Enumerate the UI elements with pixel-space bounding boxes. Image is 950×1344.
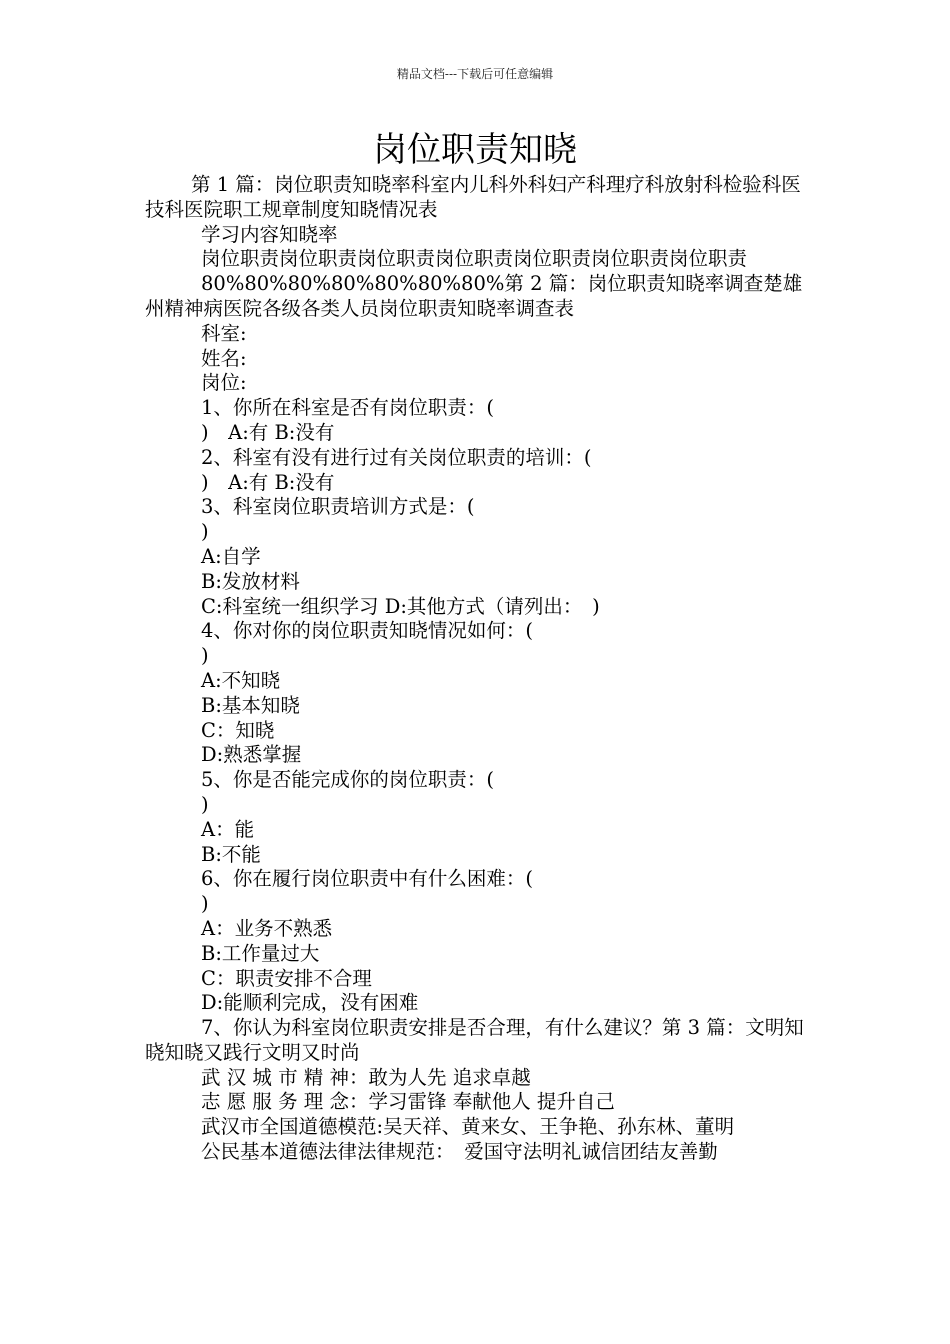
- body-paragraph: A:不知晓: [201, 668, 281, 692]
- body-paragraph: D:能顺利完成，没有困难: [201, 991, 419, 1015]
- body-paragraph: 学习内容知晓率: [201, 222, 338, 246]
- body-paragraph: 6、你在履行岗位职责中有什么困难：(: [201, 867, 534, 891]
- body-paragraph: 4、你对你的岗位职责知晓情况如何：(: [201, 619, 534, 643]
- body-paragraph: D:熟悉掌握: [201, 743, 302, 767]
- body-paragraph: C：知晓: [201, 718, 275, 742]
- body-paragraph: A：业务不熟悉: [201, 916, 333, 940]
- body-paragraph: A:自学: [201, 544, 261, 568]
- document-title: 岗位职责知晓: [373, 130, 577, 170]
- body-paragraph: 武 汉 城 市 精 神：敢为人先 追求卓越: [201, 1065, 531, 1089]
- body-paragraph: 武汉市全国道德模范:吴天祥、黄来女、王争艳、孙东林、董明: [201, 1115, 735, 1139]
- body-paragraph: 5、你是否能完成你的岗位职责：(: [201, 768, 495, 792]
- body-paragraph: ): [201, 520, 209, 544]
- body-paragraph: B:工作量过大: [201, 941, 320, 965]
- body-paragraph: 志 愿 服 务 理 念：学习雷锋 奉献他人 提升自己: [201, 1090, 615, 1114]
- document-body: [145, 173, 810, 1165]
- body-paragraph: A：能: [201, 817, 255, 841]
- body-paragraph: 公民基本道德法律法律规范： 爱国守法明礼诚信团结友善勤: [201, 1140, 718, 1164]
- body-paragraph: 岗位职责岗位职责岗位职责岗位职责岗位职责岗位职责岗位职责: [201, 247, 748, 271]
- body-paragraph: 岗位:: [201, 371, 247, 395]
- body-paragraph: 80%80%80%80%80%80%80%第 2 篇：岗位职责知晓率调查楚雄州精神病医院各级各类人员岗位职责知晓率调查表: [145, 272, 803, 320]
- body-paragraph: 科室:: [201, 321, 247, 345]
- body-paragraph: ): [201, 792, 209, 816]
- body-paragraph: 姓名:: [201, 346, 247, 370]
- body-paragraph: ) A:有 B:没有: [201, 470, 335, 494]
- body-paragraph: ) A:有 B:没有: [201, 420, 335, 444]
- body-paragraph: 1、你所在科室是否有岗位职责：(: [201, 396, 495, 420]
- body-paragraph: 第 1 篇：岗位职责知晓率科室内儿科外科妇产科理疗科放射科检验科医技科医院职工规章制度知晓情况表: [145, 173, 801, 221]
- body-paragraph: C:科室统一组织学习 D:其他方式（请列出： ): [201, 594, 600, 618]
- body-paragraph: ): [201, 892, 209, 916]
- body-paragraph: ): [201, 644, 209, 668]
- page-header-note: 精品文档---下载后可任意编辑: [396, 67, 554, 81]
- body-paragraph: 7、你认为科室岗位职责安排是否合理，有什么建议？第 3 篇：文明知晓知晓又践行文明又时尚: [145, 1016, 804, 1064]
- body-paragraph: B:基本知晓: [201, 693, 300, 717]
- body-paragraph: B:不能: [201, 842, 261, 866]
- body-paragraph: C：职责安排不合理: [201, 966, 372, 990]
- body-paragraph: 3、科室岗位职责培训方式是：(: [201, 495, 475, 519]
- body-paragraph: 2、科室有没有进行过有关岗位职责的培训：(: [201, 445, 592, 469]
- body-paragraph: B:发放材料: [201, 569, 300, 593]
